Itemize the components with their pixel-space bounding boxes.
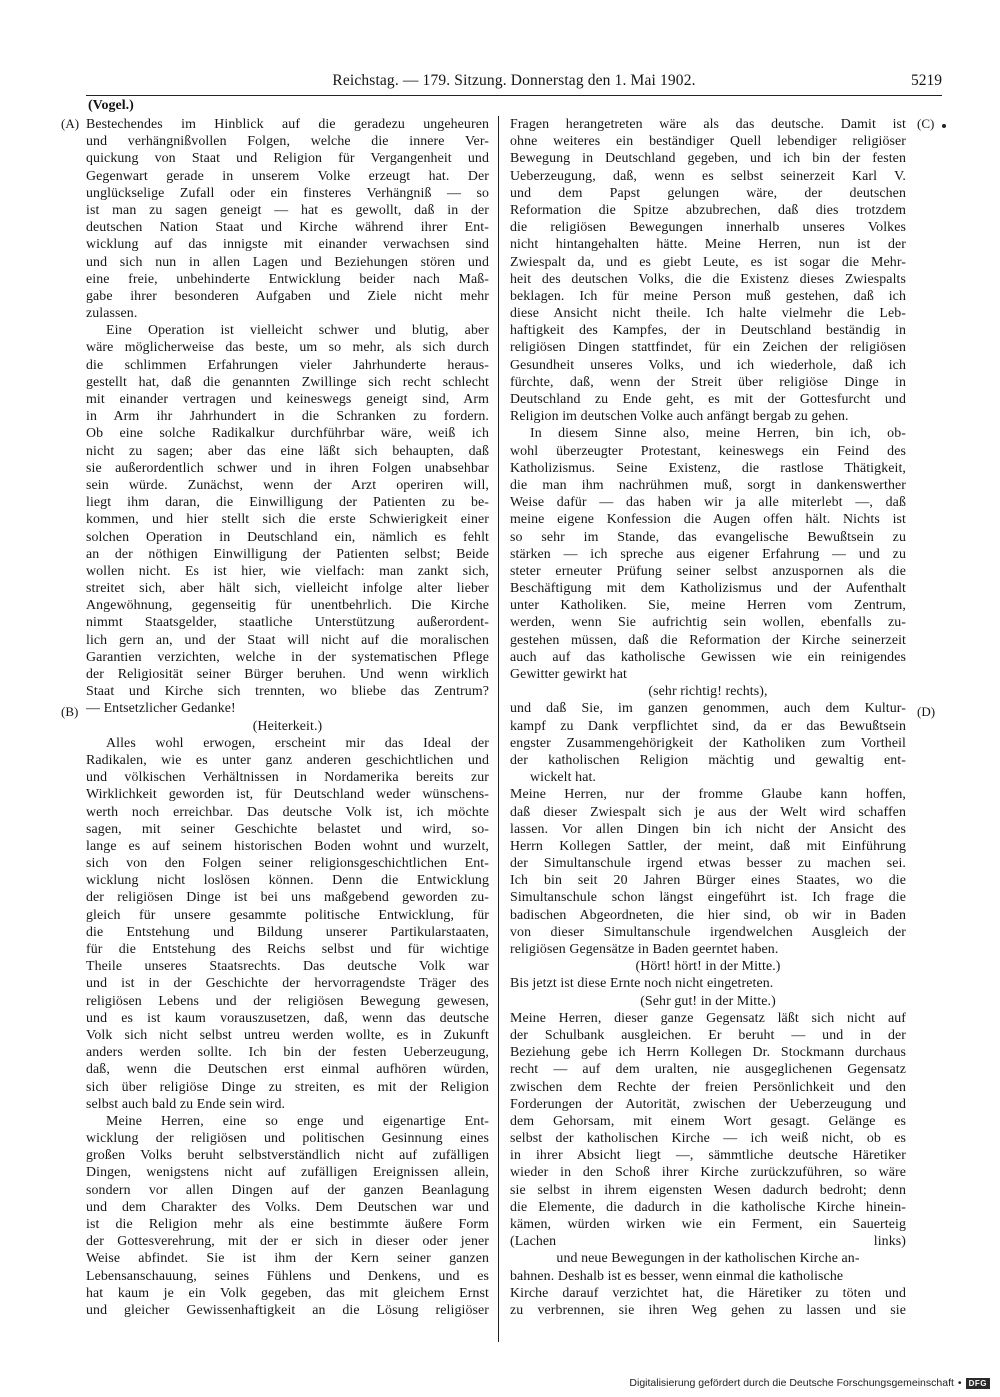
text-line: Simultanschule schon längst eingeführt ist. Ich frage die [510, 890, 906, 906]
text-line: religiösen Lebens und der religiösen Bewegung gewesen, [86, 993, 489, 1009]
text-line: die religiösen Bewegungen innerhalb unseres Volkes [510, 220, 906, 236]
text-line: Meine Herren, eine so enge und eigenartige Ent- [106, 1113, 489, 1129]
margin-marker-d: (D) [917, 704, 936, 719]
text-line: wieder in den Schoß ihrer Kirche zurückzuführen, so wäre [510, 1165, 906, 1181]
text-line: streitet sich, aber hält sich, vielleicht infolge alter lieber [86, 581, 489, 597]
text-line: (Sehr gut! in der Mitte.) [640, 993, 776, 1009]
text-line: sondern vor allen Dingen auf der ganzen Beanlagung [86, 1182, 489, 1198]
text-line: Fragen herangetreten wäre als das deutsche. Damit ist [510, 117, 906, 132]
text-line: und dem Papst gelungen wäre, der deutschen [510, 185, 906, 201]
dfg-logo: DFG [966, 1378, 990, 1389]
text-line: Weise abfindet. Sie ist ihm der Kern seiner ganzen [86, 1251, 489, 1267]
margin-marker-c: (C) [917, 116, 935, 131]
text-line: Kirche darauf verzichtet hat, die Häretiker zu töten und [510, 1285, 906, 1301]
footer-separator-icon: • [957, 1377, 962, 1389]
text-line: und ist in der Geschichte der hervorragendste Träger des [86, 976, 489, 992]
text-line: Meine Herren, dieser ganze Gegensatz läßt sich nicht auf [510, 1010, 906, 1026]
text-line: großen Volks beruht selbstverständlich nicht auf zufälligen [86, 1148, 489, 1164]
text-line: gestellt hat, daß die genannten Zwillinge sich recht schlecht [86, 374, 489, 390]
text-line: wäre möglicherweise das beste, um so mehr, als sich durch [86, 340, 489, 356]
text-line: mit einander vertragen und keineswegs geneigt sind, Arm [86, 392, 489, 407]
text-line: badischen Abgeordneten, die hier sind, ob wir in Baden [510, 907, 906, 923]
text-line: nimmt Staatsgelder, staatliche Unterstützung außerordent- [86, 615, 489, 631]
text-line: (Lachen links) [510, 1234, 906, 1250]
footer [629, 1377, 990, 1389]
text-line: selbst der katholischen Kirche — ich weiß nicht, ob es [510, 1131, 906, 1147]
text-line: fürchte, daß, wenn der Streit über religiöse Dinge in [510, 374, 906, 390]
text-line: sein würde. Zunächst, wenn der Arzt operiren will, [86, 477, 489, 493]
running-header [86, 72, 942, 94]
text-line: nicht zu sagen; aber das eine läßt sich behaupten, daß [86, 443, 489, 459]
text-line: Ob eine solche Radikalkur durchführbar wäre, weiß ich [86, 426, 489, 442]
text-line: Ich bin seit 20 Jahren Bürger eines Staates, wo die [510, 873, 906, 889]
text-line: kämen, würden wirken wie ein Ferment, ein Sauerteig [510, 1217, 906, 1232]
text-line: solchen Operation in Deutschland ein, nämlich es fehlt [86, 529, 489, 545]
text-line: die Elemente, die dadurch in die katholische Kirche hinein- [510, 1199, 906, 1215]
text-line: religiösen Dingen stattfindet, für ein Zeichen der religiösen [510, 340, 906, 356]
margin-marker-a: (A) [61, 116, 80, 131]
text-line: Staat und Kirche sich trennten, wo bliebe das Zentrum? [86, 684, 489, 700]
text-line: Lebensanschauung, seines Fühlens und Denkens, und es [86, 1268, 489, 1284]
text-line: sie außerordentlich schwer und in ihren Folgen unabsehbar [86, 460, 489, 476]
text-line: und daß Sie, im ganzen genommen, auch dem Kultur- [510, 701, 906, 717]
text-line: der religiösen Dinge ist bei uns maßgebend geworden zu- [86, 890, 489, 906]
text-line: hat kaum je ein Volk gegeben, das mit gleichem Ernst [86, 1285, 489, 1301]
text-line: so sehr im Stande, das evangelische Bewußtsein zu [510, 529, 906, 545]
text-line: Ueberzeugung, daß, wenn es selbst seinerzeit Karl V. [510, 168, 906, 184]
text-line: unter Katholiken. Sie, meine Herren vom Zentrum, [510, 598, 906, 614]
text-line: und gleicher Gewissenhaftigkeit an die Lösung religiöser [86, 1302, 489, 1318]
text-line: Reformation die Spitze abzubrechen, daß dies trotzdem [510, 202, 906, 218]
text-line: gabe ihrer besonderen Aufgaben und Ziele nicht mehr [86, 288, 489, 304]
text-line: selbst auch bald zu Ende sein wird. [86, 1096, 286, 1112]
text-line: Dingen, wenigstens nicht auf zufälligen Ereignissen allein, [86, 1165, 489, 1181]
text-line: Bis jetzt ist diese Ernte noch nicht eingetreten. [510, 976, 774, 992]
text-line: Beschäftigung mit dem Katholizismus und der Aufenthalt [510, 581, 906, 597]
text-line: werden, wenn Sie aufrichtig sein wollen, ebenfalls zu- [510, 615, 906, 631]
text-line: Theile unseres Staatsrechts. Das deutsche Volk war [86, 959, 489, 975]
text-line: wickelt hat. [530, 770, 597, 786]
text-line: (Hört! hört! in der Mitte.) [635, 959, 781, 975]
text-line: ist die Religion mehr als eine bestimmte äußere Form [86, 1217, 489, 1232]
text-line: Gegenwart gerade in unserem Volke erzeugt hat. Der [86, 168, 489, 184]
text-line: und es ist kaum vorauszusetzen, daß, wenn das deutsche [86, 1010, 489, 1026]
text-line: Gewitter gewirkt hat [510, 667, 627, 682]
text-line: nicht hintangehalten hätte. Meine Herren, nun ist der [510, 237, 906, 253]
text-line: gestehen müssen, daß die Reformation der Kirche seinerzeit [510, 632, 906, 648]
text-line: lange es auf seinem historischen Boden wohnt und wurzelt, [86, 838, 489, 854]
text-line: wollen nicht. Es ist hier, wie vielfach: man zankt sich, [86, 563, 489, 579]
text-line: lich gern an, und der Staat will nicht auf die moralischen [86, 632, 489, 648]
text-line: beklagen. Ich für meine Person muß gestehen, daß ich [510, 288, 906, 304]
speaker-name: (Vogel.) [88, 98, 134, 113]
text-line: religiösen Gegensätze in Baden geerntet haben. [510, 942, 779, 957]
text-line: Wirklichkeit geworden ist, für Deutschland weder wünschens- [86, 787, 489, 803]
text-line: ist man zu sagen geneigt — hat es gewollt, daß in der [86, 202, 489, 218]
text-line: Angewöhnung, gegenseitig für unentbehrlich. Die Kirche [86, 598, 489, 614]
text-line: die Entstehung und Bildung unserer Partikularstaaten, [86, 924, 489, 940]
text-line: in ihrer Absicht liegt —, sämmtliche deutsche Häretiker [510, 1148, 906, 1164]
text-line: zulassen. [86, 306, 138, 322]
text-line: dem Gehorsam, mit einem Wort gesagt. Gelänge es [510, 1113, 906, 1129]
text-line: Beziehung gebe ich Herrn Kollegen Dr. Stockmann durchaus [510, 1045, 906, 1061]
text-line: Weise dafür — das haben wir ja alle miterlebt —, daß [510, 495, 906, 511]
text-line: und sich nun in allen Lagen und Beziehungen stören und [86, 254, 489, 270]
text-line: an der nöthigen Einwilligung der Patienten selbst; Beide [86, 546, 489, 562]
page-number: 5219 [911, 72, 942, 89]
text-line: kommen, und hier stellt sich die erste Schwierigkeit einer [86, 512, 489, 528]
text-line: meine eigene Konfession die Augen offen hält. Nichts ist [510, 512, 906, 528]
text-line: anders werden sollte. Ich bin der festen Ueberzeugung, [86, 1045, 489, 1061]
text-line: Herrn Kollegen Sattler, der meint, daß mit Einführung [510, 838, 906, 854]
text-line: Katholizismus. Seine Existenz, die rastlose Thätigkeit, [510, 460, 906, 476]
column-divider [498, 116, 499, 1342]
text-line: von dieser Simultanschule irgendwelchen Ausgleich der [510, 924, 906, 940]
text-line: werth noch erreichbar. Das deutsche Volk ist, ich möchte [86, 804, 489, 820]
text-line: wicklung auf das innigste mit einander verwachsen sind [86, 237, 489, 253]
text-line: und verhängnißvollen Folgen, welche die innere Ver- [86, 134, 489, 150]
text-line: für die Entstehung des Reichs selbst und für wichtige [86, 942, 489, 957]
text-line: steter erneuter Prüfung seiner selbst anzuspornen als die [510, 563, 906, 579]
text-line: Deutschland zu Ende geht, es mit der Gottesfurcht und [510, 392, 906, 407]
text-line: In diesem Sinne also, meine Herren, bin ich, ob- [530, 426, 906, 442]
text-line: liegt ihm daran, die Einwilligung der Patienten zu be- [86, 495, 489, 511]
text-line: der katholischen Religion mächtig und gewaltig ent- [510, 752, 906, 768]
text-line: Volk sich nicht selbst untreu werden wollte, es in Zukunft [86, 1027, 489, 1043]
text-line: quickung von Staat und Religion für Vergangenheit und [86, 151, 489, 167]
text-line: eine freie, unbehinderte Entwicklung beider nach Maß- [86, 271, 489, 287]
text-line: und neue Bewegungen in der katholischen Kirche an- [556, 1251, 860, 1267]
text-line: zu verbrennen, sie ihren Weg gehen zu lassen und sie [510, 1302, 906, 1318]
text-line: in Arm ihr Jahrhundert in die Schranken zu fordern. [86, 409, 489, 425]
right-column [510, 116, 906, 1319]
text-line: gleich für unsere gesammte politische Entwicklung, für [86, 907, 489, 923]
text-line: auch auf das katholische Gewissen wie ein reinigendes [510, 649, 906, 665]
left-column [86, 116, 489, 1319]
text-line: Zwiespalt da, und es giebt Leute, es ist sogar die Mehr- [510, 254, 906, 270]
text-line: der Religiosität seiner Bürger beruhen. Und wenn wirklich [86, 667, 489, 682]
text-line: und dem Charakter des Volks. Dem Deutschen war und [86, 1199, 489, 1215]
text-line: diese Ansicht nicht theile. Ich halte vielmehr die Leb- [510, 306, 906, 322]
text-line: der Schulbank ausgleichen. Er beruht — und in der [510, 1027, 906, 1043]
text-line: sich über religiöse Dinge zu streiten, es mit der Religion [86, 1079, 489, 1095]
text-line: sagen, mit seiner Geschichte belastet und wird, so- [86, 821, 489, 837]
text-line: lassen. Vor allen Dingen bin ich nicht der Ansicht des [510, 821, 906, 837]
text-line: der Gottesverehrung, mit der er sich in dieser oder jener [86, 1234, 489, 1250]
text-line: (Heiterkeit.) [252, 718, 323, 734]
text-line: Forderungen der Autorität, zwischen der Ueberzeugung und [510, 1096, 906, 1112]
text-line: wohl überzeugter Protestant, keineswegs ein Feind des [510, 443, 906, 459]
text-line: wicklung nicht loslösen können. Denn die Entwicklung [86, 873, 489, 889]
footer-text: Digitalisierung gefördert durch die Deutsche Forschungsgemeinschaft [629, 1377, 954, 1389]
text-line: ohne weiteres ein beständiger Quell lebendiger religiöser [510, 134, 906, 150]
margin-dot [942, 124, 946, 128]
text-line: die man ihm nachrühmen muß, sorgt in dankenswerther [510, 477, 906, 493]
text-line: Bewegung in Deutschland gegeben, und ich bin der festen [510, 151, 906, 167]
text-line: zwischen dem Rechte der freien Persönlichkeit und den [510, 1079, 906, 1095]
text-line: daß, wenn die Deutschen erst einmal aufhören würden, [86, 1062, 489, 1078]
text-line: heit des deutschen Volks, die die Existenz dieses Zwiespalts [510, 271, 906, 287]
text-line: die schlimmen Erfahrungen vieler Jahrhunderte heraus- [86, 357, 489, 373]
text-line: Meine Herren, nur der fromme Glaube kann hoffen, [510, 787, 906, 803]
text-line: — Entsetzlicher Gedanke! [86, 701, 236, 717]
text-line: Religion im deutschen Volke auch anfängt bergab zu gehen. [510, 409, 849, 425]
text-line: Eine Operation ist vielleicht schwer und blutig, aber [106, 323, 489, 339]
margin-marker-b: (B) [61, 704, 79, 719]
header-rule [86, 95, 942, 96]
text-line: Garantien verzichten, welche in der systematischen Pflege [86, 649, 489, 665]
text-line: bahnen. Deshalb ist es besser, wenn einmal die katholische [510, 1268, 844, 1284]
text-line: Alles wohl erwogen, erscheint mir das Ideal der [106, 735, 489, 751]
text-line: und völkischen Verhältnissen in Nordamerika bereits zur [86, 770, 489, 786]
text-line: kampf zu Dank verpflichtet sind, da er das Bewußtsein [510, 718, 906, 734]
text-line: (sehr richtig! rechts), [648, 684, 768, 700]
text-line: Radikalen, wie es unter ganz anderen geschichtlichen und [86, 752, 489, 768]
text-line: deutschen Nation Staat und Kirche während ihrer Ent- [86, 220, 489, 236]
text-line: stärken — ich spreche aus eigener Erfahrung — und zu [510, 546, 906, 562]
text-line: Bestechendes im Hinblick auf die geradezu ungeheuren [86, 117, 489, 132]
text-line: haftigkeit des Kampfes, der in Deutschland beständig in [510, 323, 906, 339]
text-line: sie selbst in ihrem eigensten Wesen dadurch bedroht; denn [510, 1182, 906, 1198]
text-line: recht — auf dem uralten, nie ausgeglichenen Gegensatz [510, 1062, 906, 1078]
text-line: der Simultanschule irgend etwas besser zu machen sei. [510, 856, 906, 872]
header-title: Reichstag. — 179. Sitzung. Donnerstag den 1. Mai 1902. [332, 72, 696, 89]
text-line: daß dieser Zwiespalt sich je aus der Welt wird schaffen [510, 804, 906, 820]
text-line: Gesundheit unseres Volks, und ich wiederhole, daß ich [510, 357, 906, 373]
text-line: engster Zusammengehörigkeit der Katholiken zum Vortheil [510, 735, 906, 751]
text-line: unglückselige Zufall oder ein finsteres Verhängniß — so [86, 185, 489, 201]
text-line: wicklung der religiösen und politischen Gesinnung eines [86, 1131, 489, 1147]
text-line: sich von den Folgen seiner religionsgeschichtlichen Ent- [86, 856, 489, 872]
